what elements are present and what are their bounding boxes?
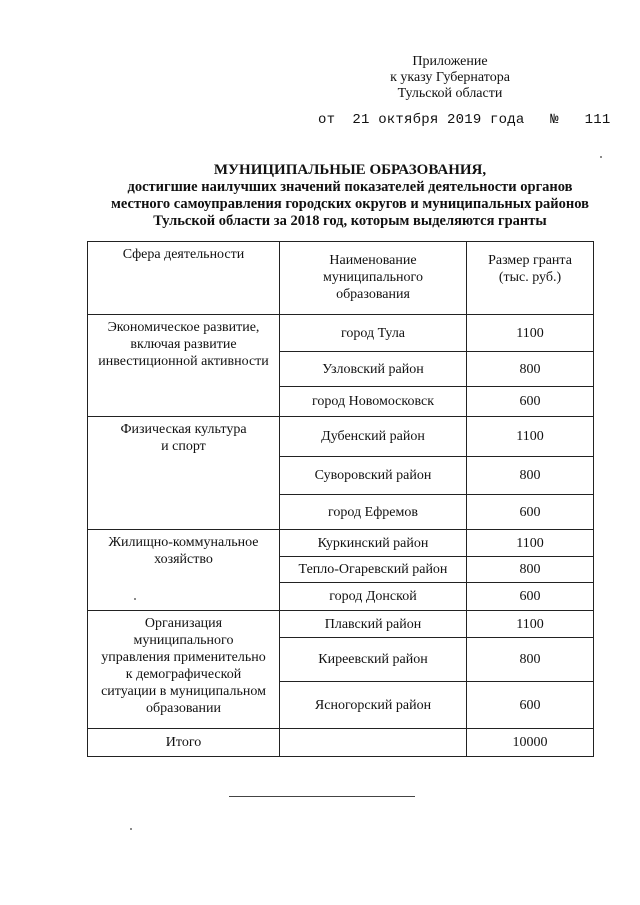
- table-row: [88, 611, 594, 638]
- appendix-line: Приложение: [412, 54, 488, 69]
- grant-amount-cell: 800: [467, 557, 594, 583]
- appendix-line: к указу Губернатора: [390, 70, 510, 85]
- municipality-cell: город Тула: [280, 315, 467, 352]
- sphere-line: Физическая культура: [120, 422, 247, 437]
- sphere-cell: [88, 530, 280, 611]
- sphere-line: включая развитие: [130, 337, 237, 352]
- total-name: [280, 729, 467, 757]
- title-line: Тульской области за 2018 год, которым выделяются гранты: [153, 213, 547, 229]
- table-row: [88, 315, 594, 352]
- sphere-line: Организация: [144, 616, 223, 631]
- municipality-cell: Ясногорский район: [280, 682, 467, 729]
- grants-table: [87, 241, 594, 757]
- grant-amount-cell: 1100: [467, 530, 594, 557]
- sphere-line: инвестиционной активности: [98, 354, 269, 369]
- grant-amount-cell: 600: [467, 682, 594, 729]
- header-grant-amount: Размер гранта (тыс. руб.): [467, 242, 594, 315]
- sphere-cell: [88, 315, 280, 417]
- header-sphere: Сфера деятельности: [88, 242, 280, 315]
- title-line: достигшие наилучших значений показателей деятельности органов: [127, 179, 573, 195]
- sphere-line: образовании: [146, 701, 221, 716]
- grant-amount-cell: 1100: [467, 315, 594, 352]
- table-header-row: [88, 242, 594, 315]
- total-amount: 10000: [467, 729, 594, 757]
- grant-amount-cell: 800: [467, 457, 594, 495]
- sphere-line: и спорт: [161, 439, 206, 454]
- scan-speck: [130, 828, 132, 830]
- grant-amount-cell: 1100: [467, 611, 594, 638]
- municipality-cell: город Ефремов: [280, 495, 467, 530]
- sphere-line: хозяйство: [154, 552, 213, 567]
- sphere-line: управления применительно: [101, 650, 266, 665]
- municipality-cell: город Новомосковск: [280, 387, 467, 417]
- municipality-cell: Дубенский район: [280, 417, 467, 457]
- grant-amount-cell: 600: [467, 495, 594, 530]
- sphere-cell: [88, 417, 280, 530]
- decree-date-number: от 21 октября 2019 года № 111: [318, 112, 611, 128]
- sphere-line: к демографической: [125, 667, 242, 682]
- municipality-cell: Плавский район: [280, 611, 467, 638]
- table-row: [88, 530, 594, 557]
- appendix-block: [350, 54, 550, 102]
- scan-speck: [600, 156, 602, 158]
- sphere-line: Жилищно-коммунальное: [108, 535, 259, 550]
- header-municipality: Наименование муниципального образования: [280, 242, 467, 315]
- footer-divider: [229, 796, 415, 797]
- title-line: МУНИЦИПАЛЬНЫЕ ОБРАЗОВАНИЯ,: [213, 162, 487, 178]
- table-body: [88, 315, 594, 729]
- municipality-cell: Тепло-Огаревский район: [280, 557, 467, 583]
- grant-amount-cell: 800: [467, 638, 594, 682]
- title-line: местного самоуправления городских округов и муниципальных районов: [111, 196, 589, 212]
- grant-amount-cell: 600: [467, 583, 594, 611]
- municipality-cell: Куркинский район: [280, 530, 467, 557]
- document-title: [70, 162, 630, 230]
- total-row: [88, 729, 594, 757]
- municipality-cell: город Донской: [280, 583, 467, 611]
- grant-amount-cell: 800: [467, 352, 594, 387]
- municipality-cell: Суворовский район: [280, 457, 467, 495]
- municipality-cell: Киреевский район: [280, 638, 467, 682]
- sphere-cell: [88, 611, 280, 729]
- municipality-cell: Узловский район: [280, 352, 467, 387]
- grant-amount-cell: 600: [467, 387, 594, 417]
- scan-speck: [134, 598, 136, 600]
- grant-amount-cell: 1100: [467, 417, 594, 457]
- appendix-line: Тульской области: [397, 86, 503, 101]
- table-row: [88, 417, 594, 457]
- sphere-line: ситуации в муниципальном: [101, 684, 266, 699]
- total-label: Итого: [88, 729, 280, 757]
- sphere-line: Экономическое развитие,: [107, 320, 260, 335]
- sphere-line: муниципального: [133, 633, 234, 648]
